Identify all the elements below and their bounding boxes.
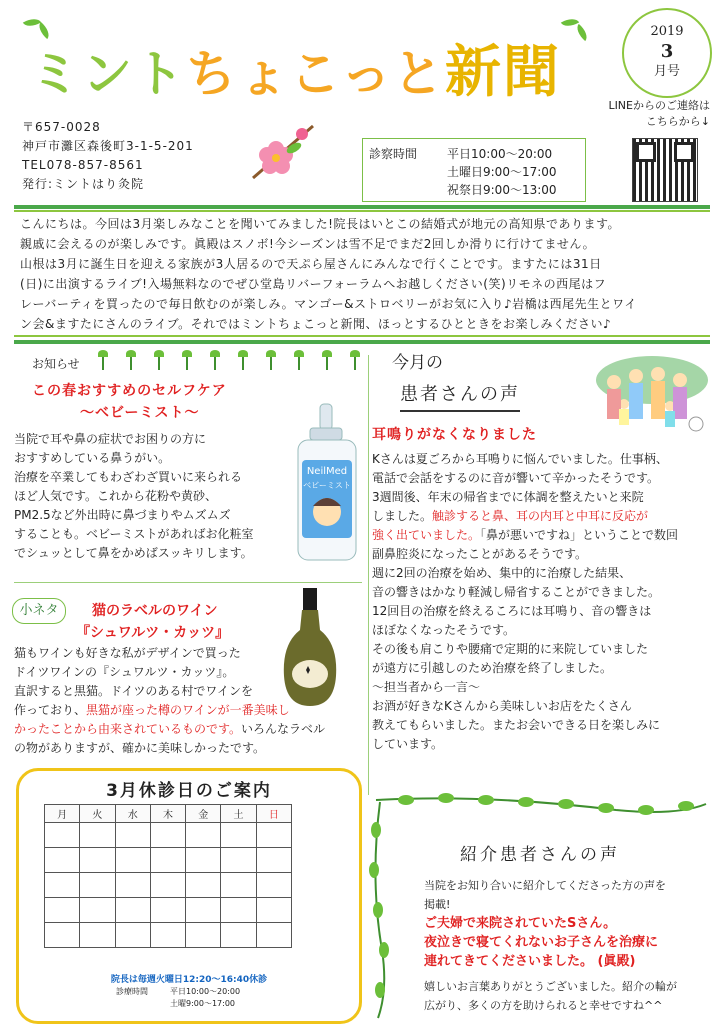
product-name: ベビーミスト [303, 481, 351, 490]
consultation-hours-box: 診察時間 平日10:00～20:00 土曜日9:00～17:00 祝祭日9:00～13:00 [362, 138, 586, 202]
calendar-cell [186, 923, 221, 948]
calendar-cell [256, 848, 291, 873]
line-qr-code[interactable] [632, 138, 698, 202]
calendar-cell [256, 923, 291, 948]
sprout-icon [210, 350, 220, 370]
clinic-address: 〒657-0028 神戸市灘区森後町3-1-5-201 TEL078-857-8561 発行:ミントはり灸院 [22, 120, 194, 191]
referral-title: 紹介患者さんの声 [460, 845, 620, 865]
issue-month-suffix: 月号 [653, 64, 680, 79]
calendar-cell [221, 848, 256, 873]
calendar-cell [45, 823, 80, 848]
calendar-cell [256, 873, 291, 898]
sprout-icon [98, 350, 108, 370]
sprout-icon [294, 350, 304, 370]
calendar-cell [221, 923, 256, 948]
koneta-heading: 猫のラベルのワイン [92, 603, 218, 619]
newsletter-title: ミントちょこっと新聞 [30, 40, 561, 105]
calendar-cell [115, 823, 150, 848]
sprout-icon [350, 350, 360, 370]
calendar-cell [150, 823, 185, 848]
baby-mist-bottle-image [292, 402, 362, 564]
peach-blossom-icon [248, 118, 318, 188]
calendar-cell [80, 823, 115, 848]
calendar-cell [186, 848, 221, 873]
calendar-cell [115, 898, 150, 923]
sprout-icon [238, 350, 248, 370]
voice-title-line1: 今月の [392, 353, 443, 373]
calendar-cell [45, 873, 80, 898]
notice-body: 当院で耳や鼻の症状でお困りの方に おすすめしている鼻うがい。 治療を卒業してもわざわざ買いに来られる ほど人気です。これから花粉や黄砂、 PM2.5など外出時に鼻づまりやムズムズ することも。ベビーミストがあればお化粧室 でシュッとして鼻をかめばスッキリします。 [14, 432, 254, 560]
notice-subheading: ～ベビーミスト～ [80, 405, 200, 421]
referral-body: 当院をお知り合いに紹介してくださった方の声を 掲載! ご夫婦で来院されていたSさん。 夜泣きで寝てくれないお子さんを治療に 連れてきてくださいました。 (眞殿) 嬉しいお言葉ありがとうございました。紹介の輪が 広がり、多くの方を助けられると幸せですね^^ [424, 879, 677, 1012]
weekday-header: 土 [221, 805, 256, 823]
notice-label: お知らせ [32, 357, 80, 371]
voice-title-line2: 患者さんの声 [400, 380, 520, 412]
calendar-cell [221, 873, 256, 898]
koneta-body: 猫もワインも好きな私がデザインで買った ドイツワインの『シュワルツ・カッツ』。 直訳すると黒猫。ドイツのある村でワインを 作っており、黒猫が座った樽のワインが一番美味し かったことから由来されているものです。いろんなラベル の物がありますが、確かに美味しかったです。 [14, 646, 326, 755]
calendar-cell [186, 873, 221, 898]
calendar-cell [150, 873, 185, 898]
calendar-cell [45, 848, 80, 873]
divider-bar [14, 340, 710, 344]
calendar-cell [150, 848, 185, 873]
section-divider [14, 582, 362, 583]
intro-message: こんにちは。今回は3月楽しみなことを聞いてみました!院長はいとこの結婚式が地元の高知県であります。 親戚に会えるのが楽しみです。眞殿はスノボ!今シーズンは雪不足でまだ2回しか滑りに行けてません。 山根は3月に誕生日を迎える家族が3人居るので天ぷら屋さんにみんなで行くことです。ますたには31日 (日)に出演するライブ!入場無料なのでぜひ堂島リバーフォーラムへお越しください(笑)リモネの西尾はフ レーバーティを買ったので毎日飲むのが楽しみ。マンゴー&ストロベリーがお気に入り♪岩橋は西尾先生とワイ ン会&ますたにさんのライブ。それではミントちょこっと新聞、ほっとするひとときをお楽しみください♪ [20, 217, 637, 331]
calendar-cell [80, 873, 115, 898]
koneta-subheading: 『シュワルツ・カッツ』 [76, 625, 230, 641]
weekday-header: 金 [186, 805, 221, 823]
calendar-cell [80, 898, 115, 923]
koneta-badge: 小ネタ [12, 598, 66, 624]
calendar-cell [256, 898, 291, 923]
weekday-header: 木 [150, 805, 185, 823]
sprout-icon [154, 350, 164, 370]
family-illustration [590, 352, 714, 436]
product-brand: NeilMed [306, 466, 348, 477]
calendar-cell [80, 848, 115, 873]
calendar-cell [186, 898, 221, 923]
weekday-header: 火 [80, 805, 115, 823]
voice-heading: 耳鳴りがなくなりました [372, 427, 537, 443]
issue-year: 2019 [650, 24, 684, 39]
calendar-cell [221, 898, 256, 923]
calendar-cell [115, 873, 150, 898]
weekday-header: 月 [45, 805, 80, 823]
calendar-cell [115, 923, 150, 948]
weekday-header: 水 [115, 805, 150, 823]
calendar-hours-saturday: 土曜9:00～17:00 [170, 999, 236, 1008]
weekday-header: 日 [256, 805, 291, 823]
calendar-cell [186, 823, 221, 848]
calendar-hours-weekday: 平日10:00～20:00 [170, 987, 241, 996]
calendar-cell [150, 898, 185, 923]
sprout-icon [322, 350, 332, 370]
calendar-grid [44, 804, 292, 948]
calendar-cell [256, 823, 291, 848]
sprout-icon [266, 350, 276, 370]
calendar-cell [45, 923, 80, 948]
divider-bar [14, 205, 710, 209]
issue-month: 3 [660, 41, 674, 62]
calendar-title: 3月休診日のご案内 [106, 781, 272, 801]
calendar-cell [150, 923, 185, 948]
column-divider [368, 355, 369, 795]
voice-body: Kさんは夏ごろから耳鳴りに悩んでいました。仕事柄、 電話で会話をするのに音が響いて辛かったそうです。 3週間後、年末の帰省までに体調を整えたいと来院 しました。触診すると鼻、耳の内耳と中耳に反応が 強く出ていました。「鼻が悪いですね」ということで数回 副鼻腔炎になったことがあるそうです。 週に2回の治療を始め、集中的に治療した結果、 音の響きはかなり軽減し帰省することができました。 12回目の治療を終えるころには耳鳴り、音の響きは ほぼなくなったそうです。 その後も肩こりや腰痛で定期的に来院していました が遠方に引越しのため治療を終了しました。 ～担当者から一言～ お酒が好きなKさんから美味しいお店をたくさん 教えてもらいました。またお会いできる日を楽しみに しています。 [372, 452, 679, 751]
calendar-note: 院長は毎週火曜日12:20～16:40休診 [110, 975, 268, 985]
sprout-icon [126, 350, 136, 370]
line-contact-note: LINEからのご連絡は こちらから↓ [608, 99, 710, 128]
leaf-icon [573, 24, 591, 41]
issue-date-badge [622, 8, 712, 98]
sprout-icon [182, 350, 192, 370]
divider-bar [14, 335, 710, 337]
calendar-cell [80, 923, 115, 948]
divider-bar [14, 210, 710, 212]
calendar-cell [45, 898, 80, 923]
calendar-cell [221, 823, 256, 848]
notice-heading: この春おすすめのセルフケア [32, 383, 227, 399]
calendar-cell [115, 848, 150, 873]
calendar-hours-label: 診療時間 [116, 987, 148, 996]
